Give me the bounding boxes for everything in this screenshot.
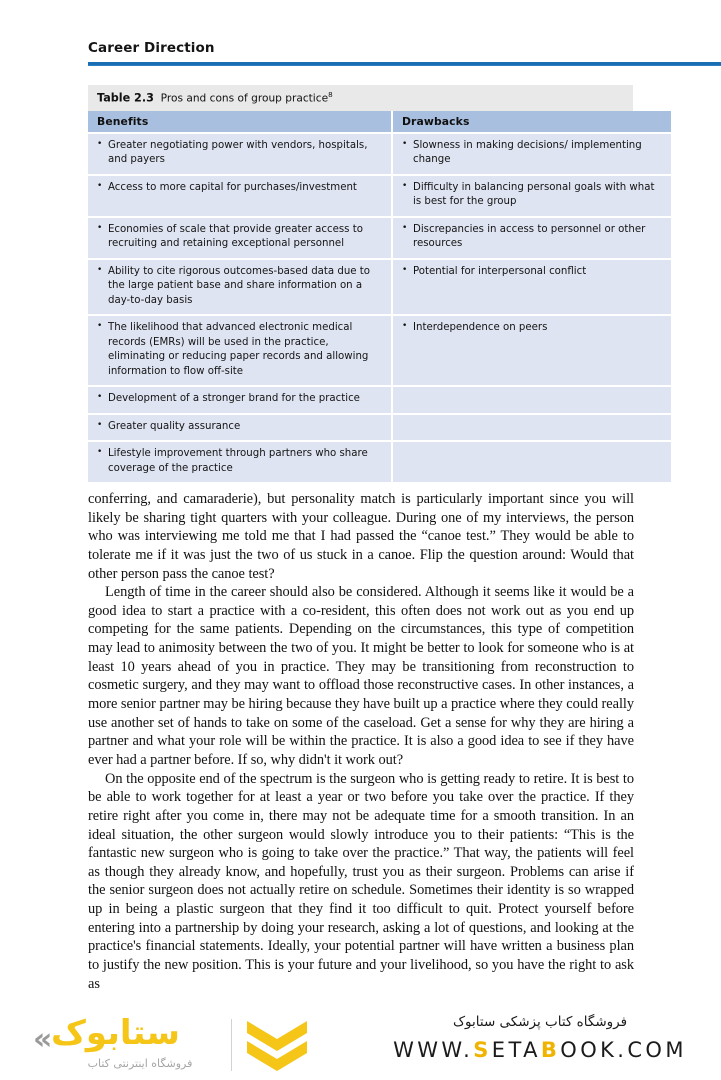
table-row	[88, 133, 671, 175]
drawback-bullet: • Difficulty in balancing personal goals with what is best for the group	[402, 181, 662, 210]
table-caption	[88, 85, 633, 111]
pros-cons-table	[88, 111, 671, 482]
footer-url-segment: B	[540, 1037, 561, 1062]
footer-brand-block	[370, 1013, 710, 1062]
footer-tagline-fa: فروشگاه کتاب پزشکی ستابوک	[452, 1014, 628, 1030]
chevron-stack-icon	[245, 1019, 309, 1075]
drawback-cell	[392, 386, 671, 413]
drawback-bullet: • Potential for interpersonal conflict	[402, 265, 662, 279]
benefit-cell	[88, 315, 392, 386]
benefit-bullet: • The likelihood that advanced electronic medical records (EMRs) will be used in the practice, eliminating or reducing paper records and allowing information to flow off-site	[97, 321, 382, 379]
table-header-row	[88, 111, 671, 133]
drawback-cell	[392, 175, 671, 217]
benefit-bullet: • Greater negotiating power with vendors, hospitals, and payers	[97, 139, 382, 168]
footer-url-segment: S	[473, 1037, 492, 1062]
logo-divider	[231, 1019, 232, 1071]
drawback-bullet: • Slowness in making decisions/ implementing change	[402, 139, 662, 168]
page-running-head: Career Direction	[88, 40, 215, 56]
setabook-logo	[33, 1011, 363, 1077]
benefit-cell	[88, 133, 392, 175]
logo-wordmark-fa: ستابوک	[51, 1013, 180, 1053]
benefit-bullet: • Economies of scale that provide greater access to recruiting and retaining exceptional personnel	[97, 223, 382, 252]
footer-watermark	[0, 1005, 721, 1080]
table-caption-label: Table 2.3	[97, 91, 154, 105]
footer-url-segment: OOK.COM	[560, 1037, 687, 1062]
drawback-cell	[392, 217, 671, 259]
table-row	[88, 441, 671, 482]
footer-url-segment: ETA	[491, 1037, 541, 1062]
column-header-benefits: Benefits	[88, 111, 392, 133]
body-paragraph: On the opposite end of the spectrum is the surgeon who is getting ready to retire. It is best to be able to work together for at least a year or two before you take over the practice. If they retire right after you come in, there may not be adequate time for a smooth transition. In an ideal situation, the other surgeon would slowly introduce you to their patients: “This is the fantastic new surgeon who is going to take over the practice.” That way, the patients will feel as though they already know, and hopefully, trust you as their surgeon. Problems can arise if the senior surgeon does not actually retire on schedule. Sometimes their identity is so wrapped up in being a plastic surgeon that they find it too difficult to quit. Protect yourself before entering into a partnership by doing your research, asking a lot of questions, and looking at the practice's financial statements. Ideally, your potential partner will have written a business plan to justify the new position. This is your future and your livelihood, so you have the right to ask as	[88, 770, 634, 992]
drawback-cell	[392, 441, 671, 482]
body-paragraph: conferring, and camaraderie), but personality match is particularly important since you will likely be sharing tight quarters with your colleague. During one of my interviews, the person who was interviewing me told me that I had passed the “canoe test.” They would be able to tolerate me if it was just the two of us stuck in a canoe. Flip the question around: Would that other person pass the canoe test?	[88, 491, 634, 582]
logo-subtitle-fa: فروشگاه اینترنتی کتاب	[87, 1057, 193, 1070]
table-row	[88, 315, 671, 386]
body-paragraph: Length of time in the career should also be considered. Although it seems like it would be a good idea to start a practice with a co-resident, this often does not work out as you end up competing for the same patients. Depending on the circumstances, this type of competition may lead to animosity between the two of you. It might be better to look for someone who is at least 10 years ahead of you in practice. They may be transitioning from reconstruction to cosmetic surgery, and they may want to offload those reconstructive cases. In other instances, a more senior partner may be hiring because they have built up a practice where they could really use another set of hands to take on some of the caseload. Get a sense for why they are hiring a partner and what your role will be within the practice. It is also a good idea to see if they have ever had a partner before. If so, why didn't it work out?	[88, 584, 634, 768]
footer-url[interactable]	[370, 1038, 710, 1062]
benefit-bullet: • Ability to cite rigorous outcomes-based data due to the large patient base and share information on a day-to-day basis	[97, 265, 382, 308]
benefit-bullet: • Access to more capital for purchases/investment	[97, 181, 382, 195]
footer-url-segment: WWW.	[393, 1037, 474, 1062]
table-row	[88, 175, 671, 217]
table-caption-title: Pros and cons of group practice	[160, 92, 329, 105]
benefit-bullet: • Lifestyle improvement through partners who share coverage of the practice	[97, 447, 382, 476]
drawback-cell	[392, 315, 671, 386]
table-row	[88, 259, 671, 315]
benefit-cell	[88, 259, 392, 315]
table-2-3	[88, 85, 655, 482]
table-caption-superscript: 8	[328, 90, 333, 99]
benefit-cell	[88, 386, 392, 413]
benefit-cell	[88, 175, 392, 217]
benefit-cell	[88, 414, 392, 441]
table-row	[88, 217, 671, 259]
drawback-cell	[392, 259, 671, 315]
drawback-cell	[392, 414, 671, 441]
benefit-bullet: • Development of a stronger brand for the practice	[97, 392, 382, 406]
body-text-column	[88, 490, 634, 993]
table-row	[88, 414, 671, 441]
drawback-bullet: • Interdependence on peers	[402, 321, 662, 335]
benefit-bullet: • Greater quality assurance	[97, 420, 382, 434]
benefit-cell	[88, 441, 392, 482]
column-header-drawbacks: Drawbacks	[392, 111, 671, 133]
table-row	[88, 386, 671, 413]
drawback-bullet: • Discrepancies in access to personnel or other resources	[402, 223, 662, 252]
header-rule-thin	[88, 65, 721, 66]
chevron-left-icon: «	[33, 1022, 53, 1057]
benefit-cell	[88, 217, 392, 259]
drawback-cell	[392, 133, 671, 175]
